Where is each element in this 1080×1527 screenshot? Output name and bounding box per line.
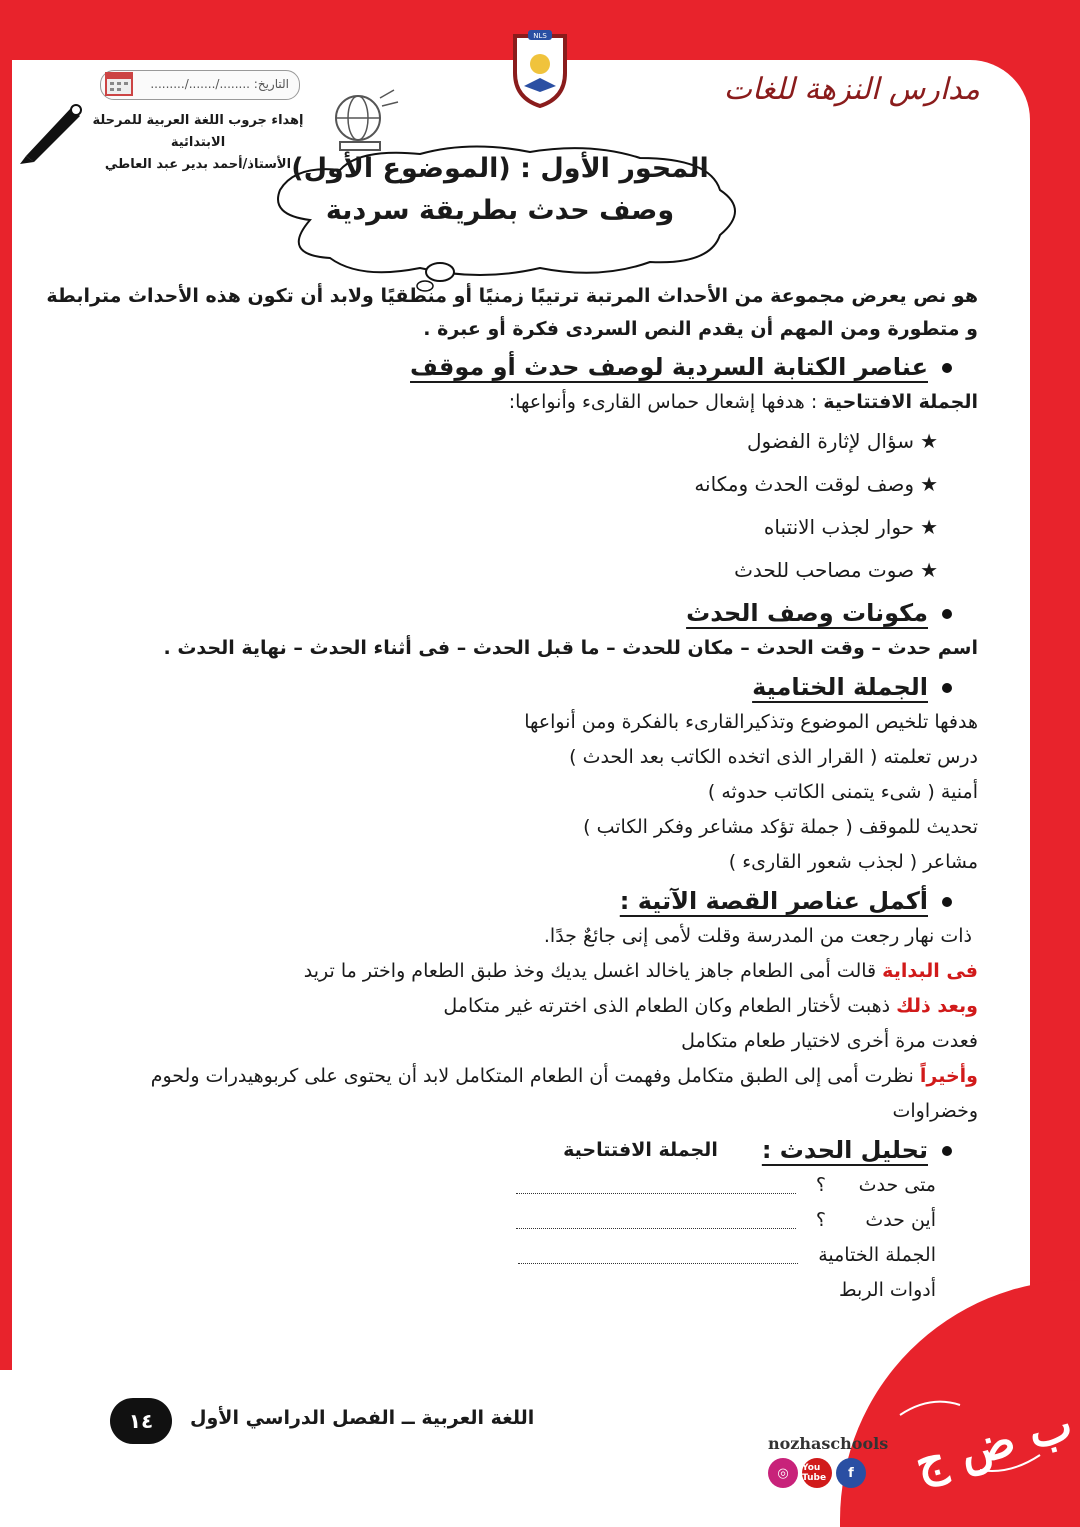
question-mark: ؟ <box>815 1174 826 1196</box>
section-heading-complete-story <box>110 884 952 919</box>
author-line1: إهداء جروب اللغة العربية للمرحلة الابتدائية <box>92 113 304 150</box>
footer-subject: اللغة العربية ــ الفصل الدراسي الأول <box>190 1407 535 1429</box>
analysis-row <box>110 1203 936 1238</box>
story-text: ذهبت لأختار الطعام وكان الطعام الذى اخترته غير متكامل <box>443 995 897 1017</box>
story-connector: فى البداية <box>882 960 978 982</box>
bullet-icon <box>942 363 952 373</box>
bullet-icon <box>942 683 952 693</box>
calendar-icon <box>104 68 134 98</box>
story-connector: وبعد ذلك <box>896 995 978 1017</box>
analysis-label: الجملة الختامية <box>818 1244 936 1266</box>
title-line1: المحور الأول : (الموضوع الأول) <box>291 153 709 184</box>
left-red-border <box>0 0 12 1527</box>
opening-sentence-line <box>110 385 978 420</box>
analysis-row <box>110 1238 936 1273</box>
analysis-row <box>110 1273 936 1308</box>
analysis-row <box>110 1168 936 1203</box>
facebook-icon[interactable]: f <box>836 1458 866 1488</box>
intro-line1: هو نص يعرض مجموعة من الأحداث المرتبة ترتيبًا زمنيًا أو منطقيًا ولابد أن تكون هذه الأحداث مترابطة <box>46 285 978 307</box>
school-name: مدارس النزهة للغات <box>723 72 980 107</box>
star-icon: ★ <box>920 558 938 582</box>
story-line <box>110 954 978 989</box>
answer-blank[interactable] <box>518 1244 798 1264</box>
list-item <box>110 420 938 463</box>
star-icon: ★ <box>920 472 938 496</box>
heading-text: مكونات وصف الحدث <box>686 599 928 627</box>
story-connector: وأخيراً <box>919 1065 978 1087</box>
closing-line: أمنية ( شىء يتمنى الكاتب حدوثه ) <box>707 781 978 803</box>
list-item-text: صوت مصاحب للحدث <box>734 558 915 582</box>
story-line <box>110 1059 978 1094</box>
section-heading-closing-sentence <box>110 670 952 705</box>
opening-label: الجملة الافتتاحية <box>823 391 978 413</box>
heading-text: أكمل عناصر القصة الآتية : <box>619 887 928 915</box>
story-text: قالت أمى الطعام جاهز ياخالد اغسل يديك وخذ طبق الطعام واختر ما تريد <box>303 960 883 982</box>
logo-label: NLS <box>533 32 547 40</box>
svg-text:ب ض ج: ب ض ج <box>908 1396 1078 1491</box>
page-number: ١٤ <box>110 1398 172 1444</box>
analysis-label: متى حدث <box>858 1174 936 1196</box>
closing-line: درس تعلمته ( القرار الذى اتخده الكاتب بعد الحدث ) <box>569 746 978 768</box>
answer-blank[interactable] <box>516 1209 796 1229</box>
intro-line2: و متطورة ومن المهم أن يقدم النص السردى فكرة أو عبرة . <box>423 318 978 340</box>
answer-blank[interactable] <box>516 1174 796 1194</box>
star-icon: ★ <box>920 515 938 539</box>
opening-desc: : هدفها إشعال حماس القارىء وأنواعها: <box>508 391 824 413</box>
title-line2: وصف حدث بطريقة سردية <box>325 195 675 226</box>
date-field: التاريخ: ......../......./......... <box>100 70 300 100</box>
heading-text: تحليل الحدث : <box>761 1136 928 1164</box>
section-heading-event-analysis <box>110 1133 952 1168</box>
analysis-label: أدوات الربط <box>839 1279 936 1301</box>
section-heading-narrative-elements <box>110 350 952 385</box>
instagram-icon[interactable]: ◎ <box>768 1458 798 1488</box>
list-item-text: وصف لوقت الحدث ومكانه <box>694 472 915 496</box>
analysis-label: أين حدث <box>865 1209 936 1231</box>
story-line <box>110 989 978 1024</box>
arabic-letters-art-icon <box>890 1375 1078 1491</box>
section-heading-event-components <box>110 596 952 631</box>
list-item-text: حوار لجذب الانتباه <box>763 515 915 539</box>
page-title <box>290 148 710 232</box>
list-item <box>110 549 938 592</box>
list-item <box>110 506 938 549</box>
story-text: نظرت أمى إلى الطبق متكامل وفهمت أن الطعام المتكامل لابد أن يحتوى على كربوهيدرات ولحوم <box>150 1065 920 1087</box>
analysis-opening-label: الجملة الافتتاحية <box>563 1139 718 1161</box>
story-line: فعدت مرة أخرى لاختيار طعام متكامل <box>681 1030 978 1052</box>
main-content <box>46 280 978 1308</box>
story-line: وخضراوات <box>892 1100 978 1122</box>
closing-line: مشاعر ( لجذب شعور القارىء ) <box>728 851 978 873</box>
author-line2: الأستاذ/أحمد بدير عبد العاطي <box>104 157 292 172</box>
bullet-icon <box>942 609 952 619</box>
bullet-icon <box>942 1146 952 1156</box>
heading-text: الجملة الختامية <box>752 673 928 701</box>
pen-icon <box>16 96 86 166</box>
closing-line: تحديث للموقف ( جملة تؤكد مشاعر وفكر الكاتب ) <box>583 816 978 838</box>
heading-text: عناصر الكتابة السردية لوصف حدث أو موقف <box>410 353 928 381</box>
components-line: اسم حدث – وقت الحدث – مكان للحدث – ما قبل الحدث – فى أثناء الحدث – نهاية الحدث . <box>163 637 978 659</box>
story-line: ذات نهار رجعت من المدرسة وقلت لأمى إنى جائعٌ جدًا. <box>543 925 972 947</box>
star-icon: ★ <box>920 429 938 453</box>
school-logo-icon <box>510 28 570 108</box>
social-icons <box>768 1458 866 1488</box>
list-item <box>110 463 938 506</box>
closing-line: هدفها تلخيص الموضوع وتذكيرالقارىء بالفكرة ومن أنواعها <box>524 711 978 733</box>
social-handle: nozhaschools <box>768 1434 889 1453</box>
question-mark: ؟ <box>815 1209 826 1231</box>
youtube-icon[interactable]: You Tube <box>802 1458 832 1488</box>
bullet-icon <box>942 897 952 907</box>
list-item-text: سؤال لإثارة الفضول <box>746 429 915 453</box>
